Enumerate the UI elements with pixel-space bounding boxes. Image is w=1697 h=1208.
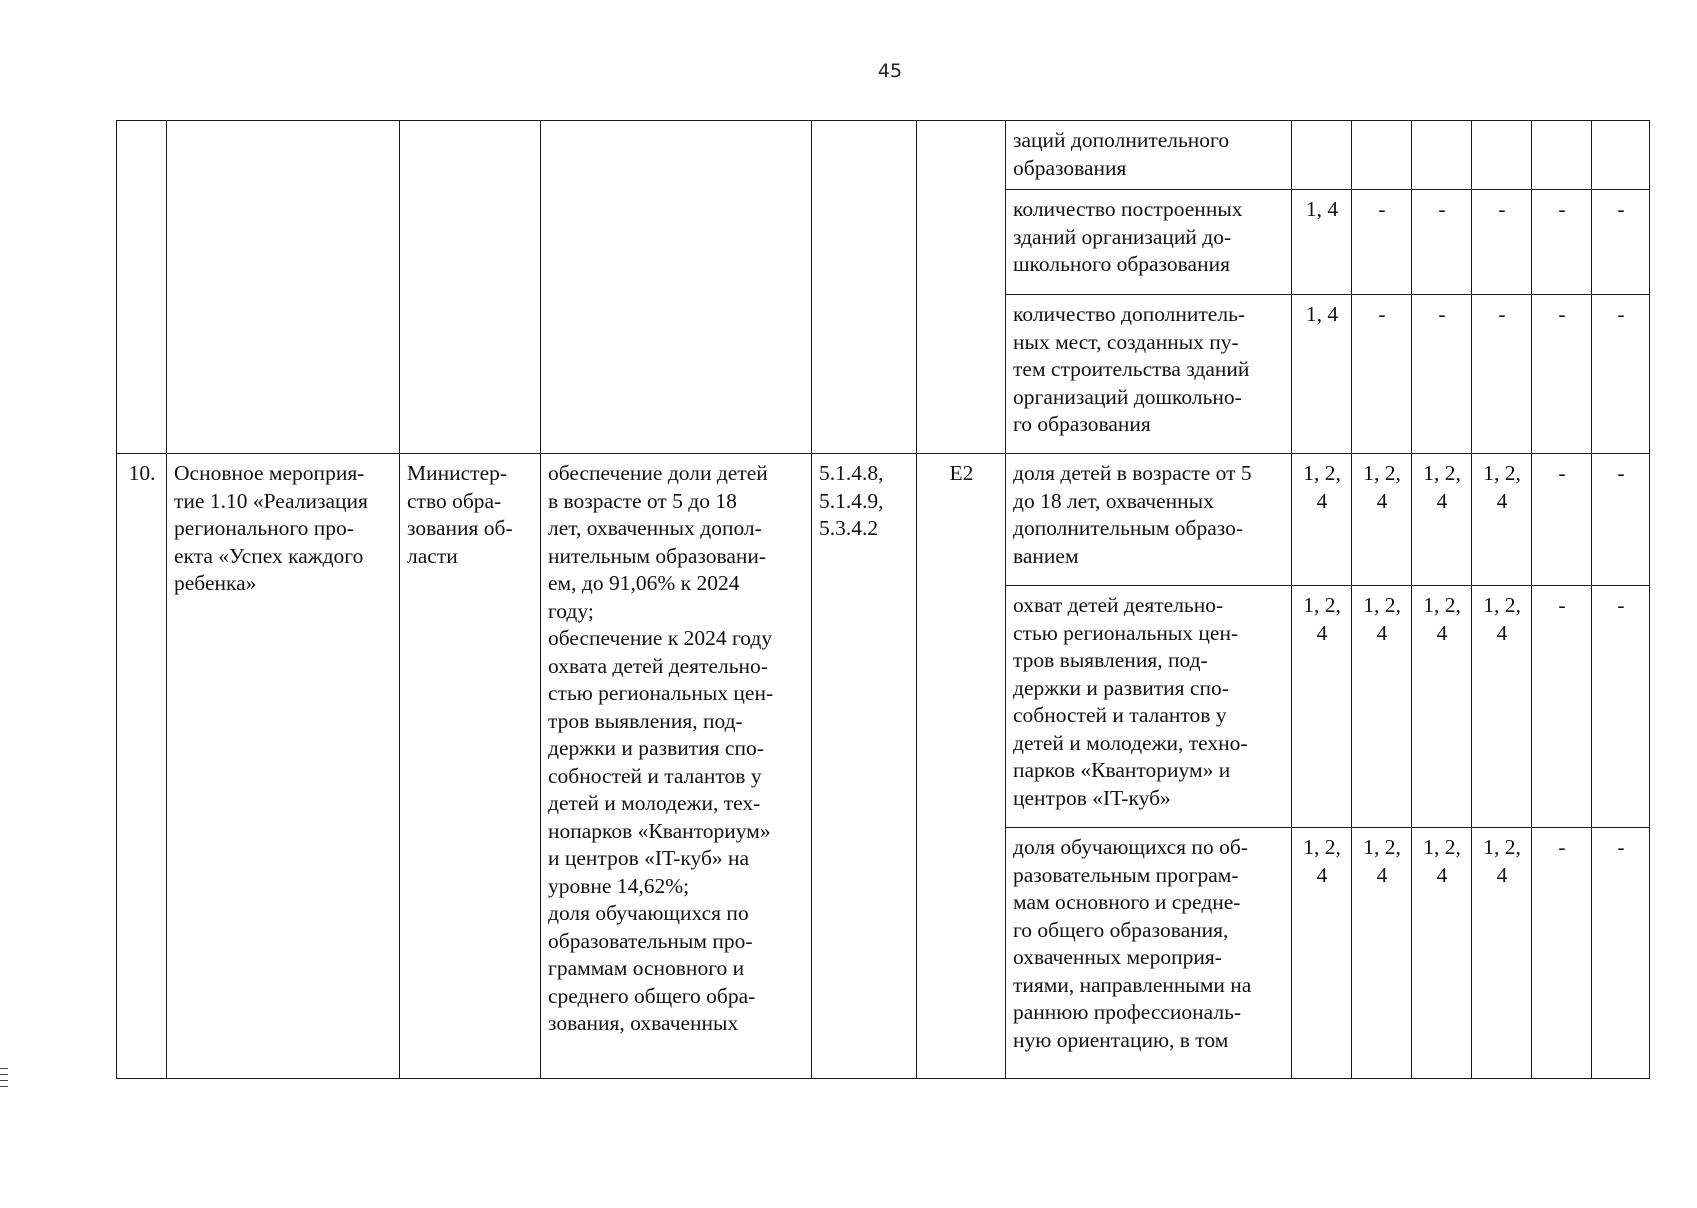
year-cell: - [1532,190,1592,295]
year-cell: - [1352,190,1412,295]
cell-result [541,121,812,454]
event-name: Основное мероприя- тие 1.10 «Реализация регионального про- екта «Успех каждого ребенка» [167,454,400,1079]
year-cell: 1, 2, 4 [1352,828,1412,1079]
measures-table [116,120,1650,1079]
year-cell: 1, 2, 4 [1472,454,1532,586]
year-cell: - [1592,454,1650,586]
page-bottom-margin [100,1088,1680,1208]
executor: Министер- ство обра- зования об- ласти [400,454,541,1079]
scan-margin-marks [0,1068,8,1094]
year-cell: 1, 2, 4 [1412,586,1472,828]
year-cell: - [1592,190,1650,295]
year-cell: 1, 2, 4 [1472,586,1532,828]
year-cell: 1, 2, 4 [1412,828,1472,1079]
year-cell: 1, 2, 4 [1472,828,1532,1079]
year-cell: - [1412,190,1472,295]
year-cell: 1, 2, 4 [1352,586,1412,828]
year-cell: 1, 4 [1292,190,1352,295]
year-cell [1352,121,1412,190]
cell-executor [400,121,541,454]
cell-number [117,121,167,454]
year-cell: 1, 4 [1292,295,1352,454]
cell-project [917,121,1006,454]
project-code: Е2 [917,454,1006,1079]
year-cell: 1, 2, 4 [1292,454,1352,586]
indicator-cell: доля обучающихся по об- разовательным програм- мам основного и средне- го общего образования, охваченных мероприя- тиями, направленными на раннюю профессиональ- ную ориентацию, в том [1006,828,1292,1079]
year-cell: - [1592,828,1650,1079]
year-cell: 1, 2, 4 [1412,454,1472,586]
year-cell [1292,121,1352,190]
indicator-cell: заций дополнительного образования [1006,121,1292,190]
table-row [117,121,1650,190]
indicator-cell: количество дополнитель- ных мест, созданных пу- тем строительства зданий организаций дошкольно- го образования [1006,295,1292,454]
year-cell: - [1352,295,1412,454]
page-number: 45 [877,60,903,82]
indicator-cell: количество построенных зданий организаций до- школьного образования [1006,190,1292,295]
table-row [117,454,1650,586]
expected-result: обеспечение доли детей в возрасте от 5 до 18 лет, охваченных допол- нительным образовани- ем, до 91,06% к 2024 году; обеспечение к 2024 году охвата детей деятельно- стью региональных цен- тров выявления, под- держки и развития спо- собностей и талантов у детей и молодежи, тех- нопарков «Кванториум» и центров «IT-куб» на уровне 14,62%; доля обучающихся по образовательным про- граммам основного и среднего общего обра- зования, охваченных [541,454,812,1079]
year-cell: - [1592,586,1650,828]
year-cell [1472,121,1532,190]
year-cell [1412,121,1472,190]
year-cell: - [1472,190,1532,295]
program-codes: 5.1.4.8, 5.1.4.9, 5.3.4.2 [812,454,917,1079]
year-cell: - [1592,295,1650,454]
year-cell: - [1532,295,1592,454]
cell-event [167,121,400,454]
indicator-cell: охват детей деятельно- стью региональных цен- тров выявления, под- держки и развития спо- собностей и талантов у детей и молодежи, техно- парков «Кванториум» и центров «IT-куб» [1006,586,1292,828]
year-cell: 1, 2, 4 [1352,454,1412,586]
year-cell: 1, 2, 4 [1292,586,1352,828]
year-cell [1532,121,1592,190]
year-cell: - [1532,828,1592,1079]
cell-codes [812,121,917,454]
year-cell: - [1412,295,1472,454]
year-cell: - [1472,295,1532,454]
year-cell: - [1532,586,1592,828]
year-cell: 1, 2, 4 [1292,828,1352,1079]
year-cell: - [1532,454,1592,586]
year-cell [1592,121,1650,190]
indicator-cell: доля детей в возрасте от 5 до 18 лет, охваченных дополнительным образо- ванием [1006,454,1292,586]
row-number: 10. [117,454,167,1079]
